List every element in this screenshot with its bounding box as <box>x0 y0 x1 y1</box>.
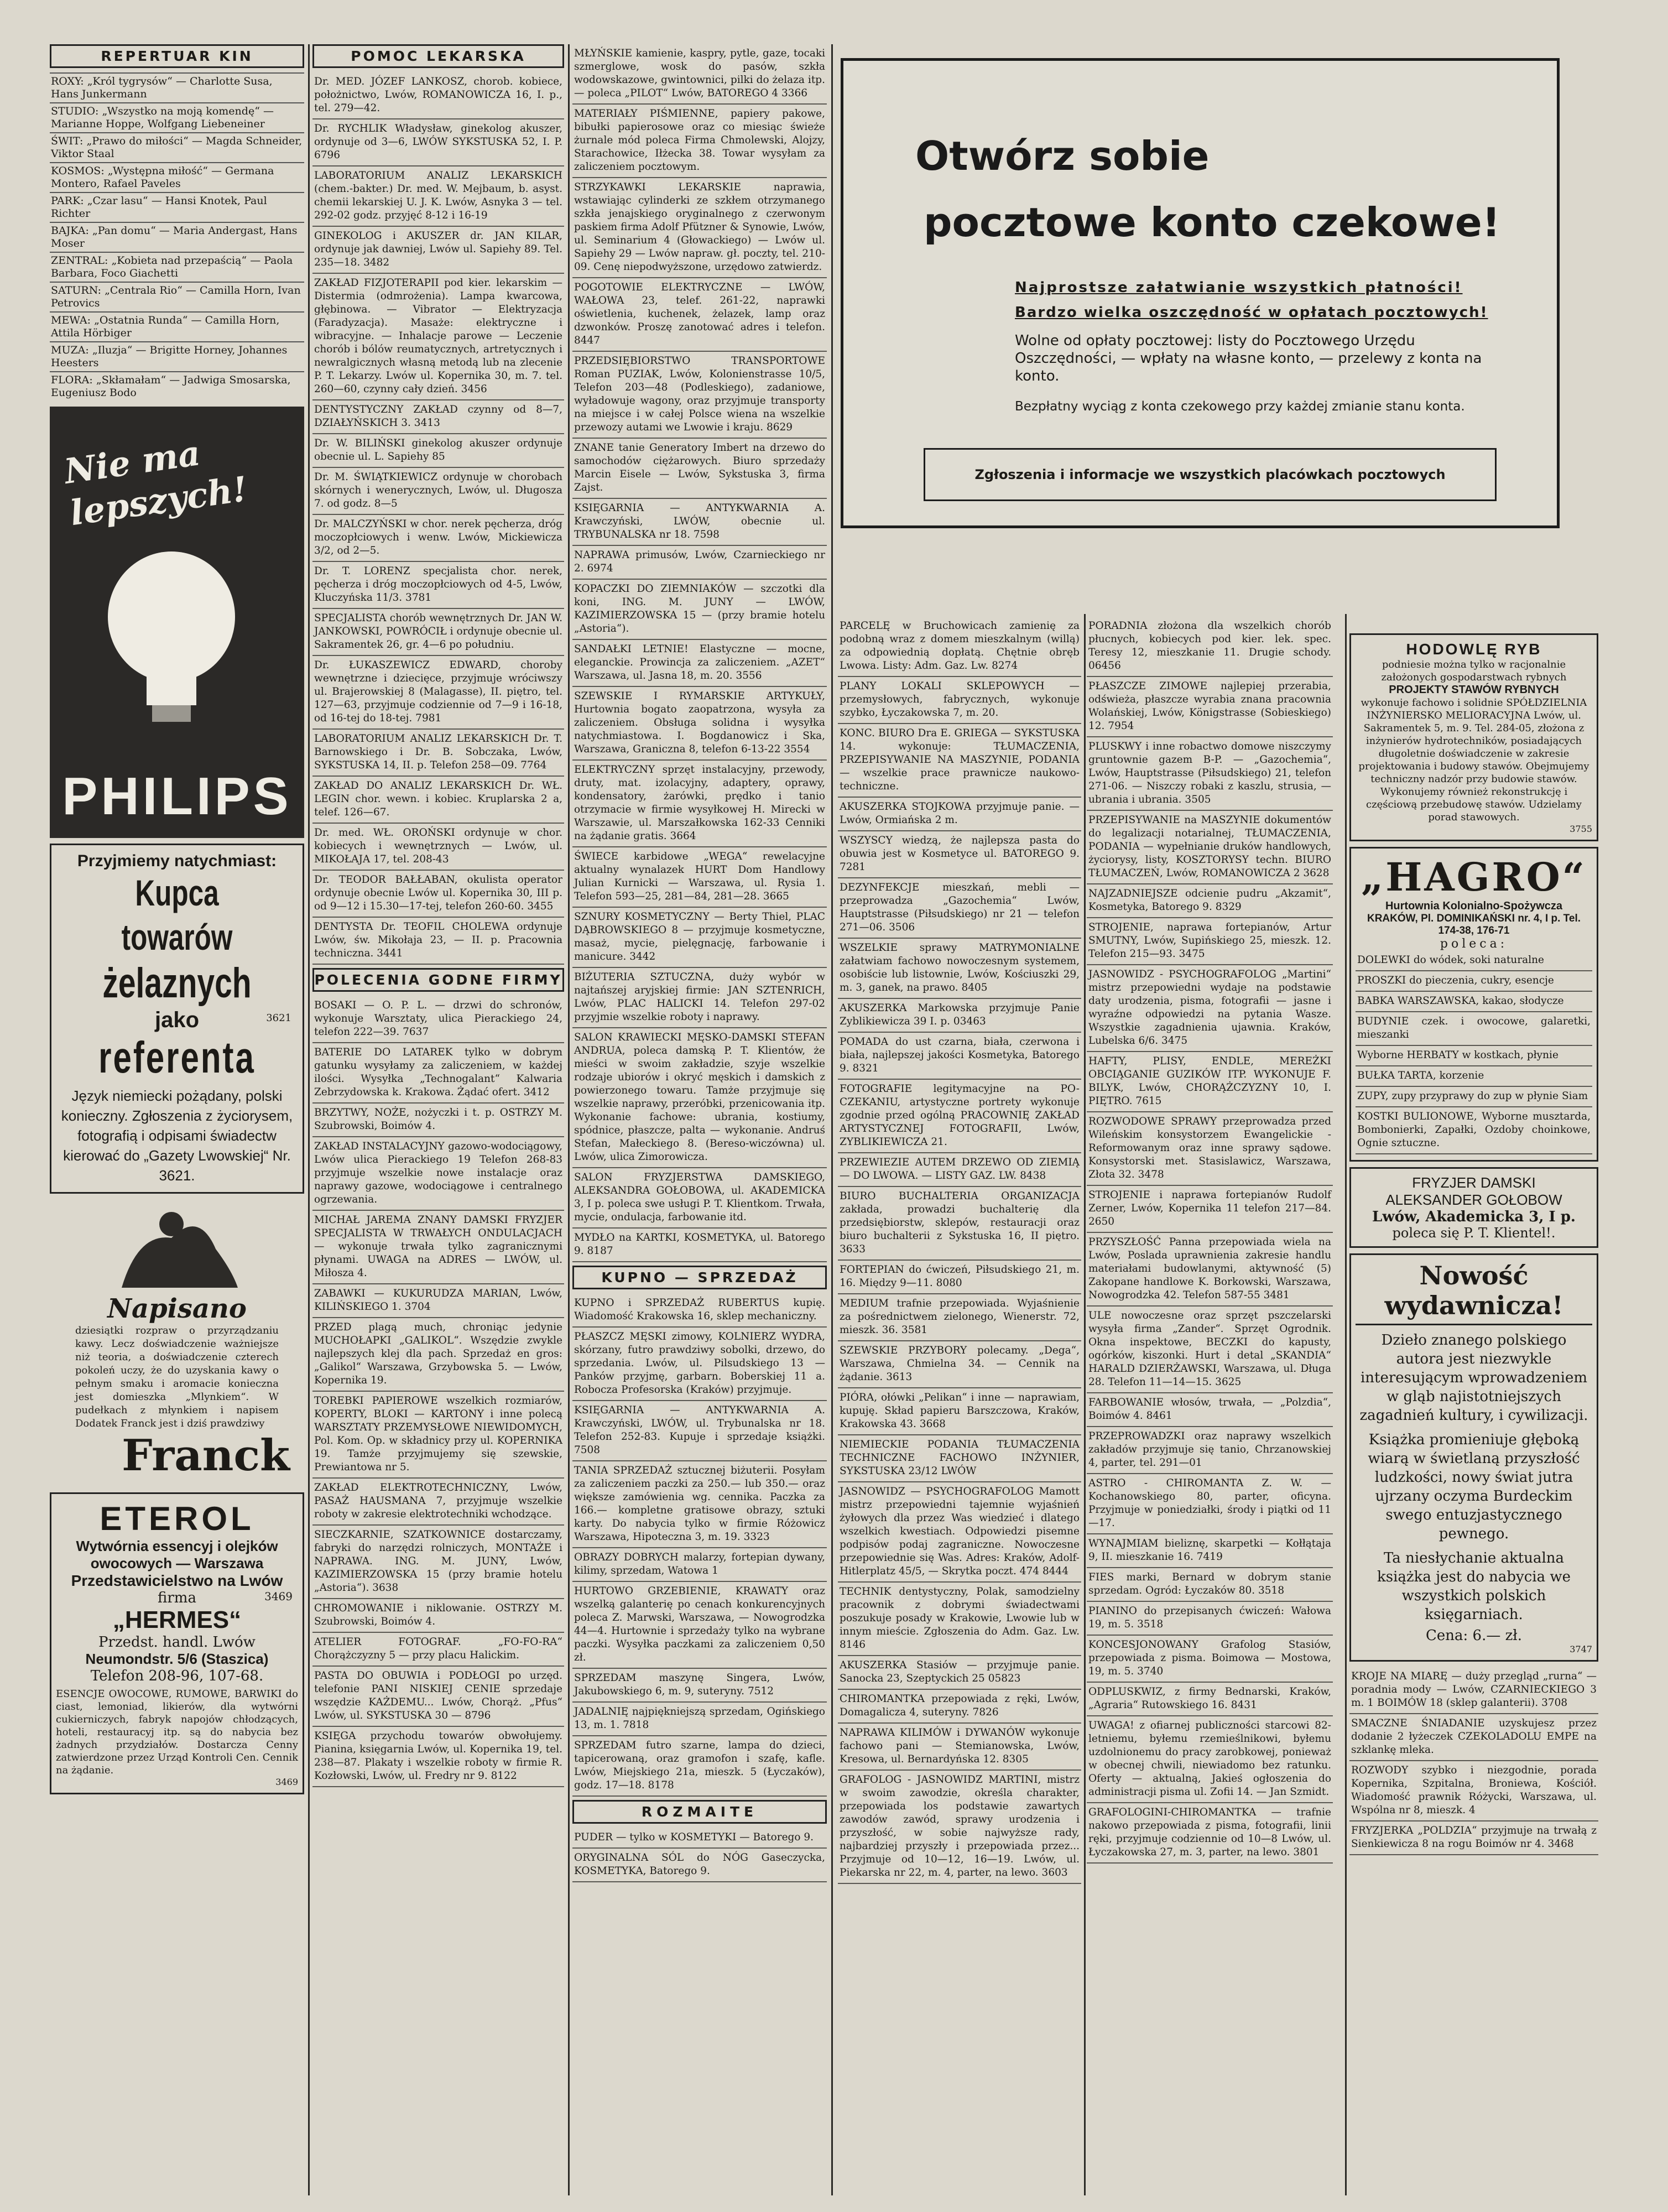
nowosc-price: Cena: 6.— zł. <box>1425 1627 1522 1644</box>
classified-ad: Dr. MALCZYŃSKI w chor. nerek pęcherza, dróg moczopłciowych i wenw. Lwów, Mickiewicza 3/2, od 2—5. <box>312 515 564 562</box>
c4-list <box>838 617 1081 1884</box>
classified-ad: NAPRAWA KILIMÓW i DYWANÓW wykonuje fachowo pani — Stemianowska, Lwów, Kresowa, ul. Bernardyńska 12. 8305 <box>838 1724 1081 1771</box>
hagro-sub: Hurtownia Kolonialno-Spożywcza <box>1385 900 1562 912</box>
classified-ad: SALON KRAWIECKI MĘSKO-DAMSKI STEFAN ANDRUA, poleca damską P. T. Klientów, że mieści w swoim zakładzie, szyje wszelkie rodzaje ubiorów i okryć męskich i damskich z powierzonego towaru. Tamże przyjmuje się wszelkie naprawy, przeróbki, przenicowania itp. Wykonanie fachowe: ubrania, kostiumy, spódnice, płaszcze, palta — wykonanie. Andruś Stefan, Małeckiego 8. (Bereso-wiczówna) ul. Lwów, ulica Zimorowicza. <box>572 1028 827 1168</box>
classified-ad: MEDIUM trafnie przepowiada. Wyjaśnienie za pośrednictwem zielonego, Wienerstr. 72, mieszk. 36. 3581 <box>838 1294 1081 1341</box>
classified-ad: SZEWSKIE I RYMARSKIE ARTYKUŁY, Hurtownia bogato zaopatrzona, wysyła za zaliczeniem. Obsługa solidna i wysyłka natychmiastowa. I. Bogdanowicz i Ska, Warszawa, Graniczna 8, telefon 6-13-22 3554 <box>572 687 827 761</box>
hagro-item: Wyborne HERBATY w kostkach, płynie <box>1356 1046 1592 1066</box>
classified-ad: FORTEPIAN do ćwiczeń, Piłsudskiego 21, m. 16. Między 9—11. 8080 <box>838 1261 1081 1294</box>
classified-ad: AKUSZERKA STOJKOWA przyjmuje panie. — Lwów, Ormiańska 2 m. <box>838 798 1081 831</box>
classified-ad: ZNANE tanie Generatory Imbert na drzewo do samochodów ciężarowych. Biuro sprzedaży Marcin Eisele — Lwów, Sykstuska 3, firma Zajst. <box>572 439 827 499</box>
pomoc-list <box>312 72 564 965</box>
hagro-brand: „HAGRO“ <box>1361 854 1587 900</box>
classified-ad: AKUSZERKA Markowska przyjmuje Panie Zyblikiewicza 39 I. p. 03463 <box>838 999 1081 1033</box>
classified-ad: PASTA DO OBUWIA i PODŁOGI po urzęd. telefonie PANI NISKIEJ CENIE sprzedaje wszędzie KAŻDEMU... Lwów, Chorąż. „Pfus“ Lwów, ul. SYKSTUSKA 30 — 8796 <box>312 1667 564 1727</box>
hagro-item: BABKA WARSZAWSKA, kakao, słodycze <box>1356 992 1592 1012</box>
classified-ad: LABORATORIUM ANALIZ LEKARSKICH (chem.-bakter.) Dr. med. W. Mejbaum, b. asyst. chemii lekarskiej U. J. K. Lwów, Asnyka 3 — tel. 292-02 godz. przyjęć 8-12 i 16-19 <box>312 166 564 227</box>
classified-ad: POMADA do ust czarna, biała, czerwona i biała, najlepszej jakości Kosmetyka, Batorego 9. 8321 <box>838 1033 1081 1080</box>
franck-title: Napisano <box>107 1293 247 1324</box>
classified-ad: PLANY LOKALI SKLEPOWYCH — przemysłowych, fabrycznych, wykonuje szybko, Łyczakowska 7, m. 20. <box>838 677 1081 724</box>
nowosc-number: 3747 <box>1570 1644 1592 1654</box>
classified-ad: JASNOWIDZ - PSYCHOGRAFOLOG „Martini“ mistrz przepowiedni wydaje na podstawie daty urodzenia, pisma, fotografii — jasne i wyraźne odpowiedzi na pytania Wasze. Wszystkie zagadnienia ujawnia. Kraków, Lubelska 6/6. 3475 <box>1087 965 1333 1052</box>
classified-ad: SPRZEDAM futro szarne, lampa do dzieci, tapicerowaną, oraz gramofon i szafę, kafle. Lwów, Miejskiego 21a, mieszk. 5 (Łyczaków), godz. 17—18. 8178 <box>572 1736 827 1797</box>
classified-ad: STROJENIE i naprawa fortepianów Rudolf Zerner, Lwów, Kopernika 11 telefon 217—84. 2650 <box>1087 1186 1333 1233</box>
classified-ad: Dr. MED. JÓZEF LANKOSZ, chorob. kobiece, położnictwo, Lwów, ROMANOWICZA 16, I. p., tel. 279—42. <box>312 72 564 119</box>
c6-bottom-list <box>1349 1667 1598 1855</box>
kupiec-line3: żelaznych <box>102 960 252 1007</box>
eterol-brand: ETEROL <box>100 1500 254 1537</box>
hagro-item: BUŁKA TARTA, korzenie <box>1356 1066 1592 1087</box>
classified-ad: SANDAŁKI LETNIE! Elastyczne — mocne, eleganckie. Prowincja za zaliczeniem. „AZET“ Warszawa, ul. Jasna 18, m. 20. 3556 <box>572 640 827 687</box>
banner-line-1: Najprostsze załatwianie wszystkich płatności! <box>1015 279 1463 296</box>
hodowle-title: HODOWLĘ RYB <box>1406 641 1542 658</box>
classified-ad: ZAKŁAD INSTALACYJNY gazowo-wodociągowy, Lwów ulica Pierackiego 19 Telefon 268-83 przyjmuje wszelkie nowe instalacje oraz naprawy gazowe, wodociągowe i centralnego ogrzewania. <box>312 1137 564 1211</box>
eterol-l3: firma <box>158 1590 196 1606</box>
c3-list <box>572 44 827 1262</box>
film-listing: ZENTRAL: „Kobieta nad przepaścią“ — Paola Barbara, Foco Giachetti <box>50 252 304 282</box>
classified-ad: Dr. med. WŁ. OROŃSKI ordynuje w chor. kobiecych i wewnętrznych — Lwów, ul. MIKOŁAJA 17, tel. 208-43 <box>312 824 564 871</box>
classified-ad: CHIROMANTKA przepowiada z ręki, Lwów, Domagalicza 4, suteryny. 7826 <box>838 1690 1081 1724</box>
film-listing: MUZA: „Iluzja“ — Brigitte Horney, Johannes Heesters <box>50 341 304 371</box>
classified-ad: JADALNIĘ najpiękniejszą sprzedam, Ogińskiego 13, m. 1. 7818 <box>572 1703 827 1736</box>
classified-ad: DENTYSTA Dr. TEOFIL CHOLEWA ordynuje Lwów, św. Mikołaja 23, — II. p. Pracownia techniczna. 3441 <box>312 918 564 965</box>
classified-ad: AKUSZERKA Stasiów — przyjmuje panie. Sanocka 23, Szeptyckich 25 05823 <box>838 1656 1081 1690</box>
classified-ad: TECHNIK dentystyczny, Polak, samodzielny pracownik z dobrymi świadectwami poszukuje posady w Krakowie, Lwowie lub w innym mieście. Zgłoszenia do Adm. Gaz. Lw. 8146 <box>838 1583 1081 1656</box>
hagro-item: PROSZKI do pieczenia, cukry, esencje <box>1356 971 1592 992</box>
nowosc-body: Dzieło znanego polskiego autora jest niezwykle interesującym wprowadzeniem w gląb najistotniejszych zagadnień kultury, i cywilizacji. <box>1359 1332 1588 1424</box>
classified-ad: PRZEPROWADZKI oraz naprawy wszelkich zakładów przyjmuje się tanio, Chrzanowskiej 4, parter, tel. 291—01 <box>1087 1427 1333 1474</box>
classified-ad: WSZYSCY wiedzą, że najlepsza pasta do obuwia jest w Kosmetyce ul. BATOREGO 9. 7281 <box>838 831 1081 878</box>
banner-title-1: Otwórz sobie <box>915 133 1210 179</box>
classified-ad: PIANINO do przepisanych ćwiczeń: Wałowa 19, m. 5. 3518 <box>1087 1602 1333 1636</box>
classified-ad: PRZEDSIĘBIORSTWO TRANSPORTOWE Roman PUZIAK, Lwów, Kolonienstrasse 10/5, Telefon 203—48 (Podleskiego), zadaniowe, wyładowuje wagony, oraz przyjmuje transporty na miejsce i w całej Polsce wiena na wszelkie przewozy autami we Lwowie i kraju. 8629 <box>572 352 827 439</box>
fryzjer-l4: poleca się P. T. Klientel!. <box>1392 1225 1556 1241</box>
kupno-title: KUPNO — SPRZEDAŻ <box>572 1266 827 1289</box>
classified-ad: ZAKŁAD ELEKTROTECHNICZNY, Lwów, PASAŻ HAUSMANA 7, przyjmuje wszelkie roboty w zakresie elektrotechniki wchodzące. <box>312 1479 564 1526</box>
classified-ad: ODPLUSKWIZ, z firmy Bednarski, Kraków, „Agraria“ Rutowskiego 16. 8431 <box>1087 1683 1333 1716</box>
kupiec-line5: referenta <box>98 1033 256 1082</box>
eterol-l8: ESENCJE OWOCOWE, RUMOWE, BARWIKI do ciast, lemoniad, likierów, dla wytwórni cukierniczych, fabryk napojów chłodzących, hoteli, restauracyj itp. są do nabycia bez żadnych przydziałów. Dostarcza Cenny zatwierdzone przez Urząd Kontroli Cen. Cennik na żądanie. <box>56 1688 298 1776</box>
eterol-ad <box>50 1492 304 1794</box>
hagro-item: BUDYNIE czek. i owocowe, galaretki, mieszanki <box>1356 1012 1592 1046</box>
classified-ad: HAFTY, PLISY, ENDLE, MEREŻKI OBCIĄGANIE GUZIKÓW ITP. WYKONUJE F. BILYK, Lwów, CHORĄŻCZYZNY 10, I. PIĘTRO. 7615 <box>1087 1052 1333 1112</box>
classified-ad: BOSAKI — O. P. L. — drzwi do schronów, wykonuje Warsztaty, ulica Pierackiego 24, telefon 222—39. 7637 <box>312 996 564 1043</box>
classified-ad: MICHAŁ JAREMA ZNANY DAMSKI FRYZJER SPECJALISTA W TRWAŁYCH ONDULACJACH — wykonuje trwała tylko zagranicznymi płynami. UWAGA na ADRES — LWÓW, ul. Miłosza 4. <box>312 1211 564 1284</box>
classified-ad: DEZYNFEKCJE mieszkań, mebli — przeprowadza „Gazochemia“ Lwów, Hauptstrasse (Piłsudskiego) nr 21 — telefon 271—06. 3506 <box>838 878 1081 939</box>
eterol-l7: Telefon 208-96, 107-68. <box>90 1668 264 1684</box>
banner-title-2: pocztowe konto czekowe! <box>924 199 1500 246</box>
hagro-poleca: poleca: <box>1440 937 1508 951</box>
classified-ad: STROJENIE, naprawa fortepianów, Artur SMUTNY, Lwów, Supińskiego 25, mieszk. 12. Telefon 215—93. 3475 <box>1087 918 1333 965</box>
classified-ad: ASTRO - CHIROMANTA Z. W. — Kochanowskiego 80, parter, oficyna. Przyjmuje w poniedziałki, środy i piątki od 11—17. <box>1087 1474 1333 1534</box>
eterol-l5: Przedst. handl. Lwów <box>98 1634 256 1651</box>
classified-ad: KONC. BIURO Dra E. GRIEGA — SYKSTUSKA 14. wykonuje: TŁUMACZENIA, PRZEPISYWANIE NA MASZYNIE, PODANIA — wszelkie prace prawnicze naukowo-techniczne. <box>838 724 1081 798</box>
kupiec-line2: Kupca towarów <box>121 872 233 957</box>
classified-ad: JASNOWIDZ — PSYCHOGRAFOLOG Mamott mistrz przepowiedni tajemnie wyjaśnień żyłowych dla przez Was wiedzieć i dlatego wszelkich kwestiach. Odpowiedzi pisemne podpisów podaj zagraniczne. Nowoczesne przepowiednie się Was. Adres: Kraków, Adolf-Hitlerplatz 45/5, — Skrytka poczt. 474 8444 <box>838 1482 1081 1583</box>
rule-4 <box>1084 614 1086 2195</box>
hodowle-number: 3755 <box>1570 824 1592 834</box>
classified-ad: FIES marki, Bernard w dobrym stanie sprzedam. Ogród: Łyczaków 80. 3518 <box>1087 1568 1333 1602</box>
nowosc-title: Nowość wydawnicza! <box>1356 1261 1592 1325</box>
rozmaite-title: ROZMAITE <box>572 1800 827 1824</box>
hodowle-body: podniesie można tylko w racjonalnie założonych gospodarstwach rybnych <box>1381 659 1567 683</box>
film-listing: MEWA: „Ostatnia Runda“ — Camilla Horn, Attila Hörbiger <box>50 311 304 341</box>
classified-ad: BIURO BUCHALTERIA ORGANIZACJA zakłada, prowadzi buchalterię dla przedsiębiorstw, sklepów, restauracji oraz biuro buchalterii z Sykstuska 16, II piętro. 3633 <box>838 1187 1081 1261</box>
classified-ad: PUDER — tylko w KOSMETYKI — Batorego 9. <box>572 1828 827 1849</box>
classified-ad: SPRZEDAM maszynę Singera, Lwów, Jakubowskiego 6, m. 9, suteryny. 7512 <box>572 1669 827 1703</box>
kupiec-line4: jako <box>154 1008 200 1032</box>
film-listing: KOSMOS: „Występna miłość“ — Germana Montero, Rafael Paveles <box>50 162 304 192</box>
classified-ad: BRZYTWY, NOŻE, nożyczki i t. p. OSTRZY M. Szubrowski, Boimów 4. <box>312 1104 564 1137</box>
classified-ad: PARCELĘ w Bruchowicach zamienię za podobną wraz z domem mieszkalnym (willą) za odpowiednią dopłatą. Chętnie obręb Lwowa. Listy: Adm. Gaz. Lw. 8274 <box>838 617 1081 677</box>
eterol-number: 3469 <box>264 1590 293 1603</box>
classified-ad: SZNURY KOSMETYCZNY — Berty Thiel, PLAC DĄBROWSKIEGO 8 — przyjmuje kosmetyczne, masaż, mycie, pielęgnację, farbowanie i manicure. 3442 <box>572 908 827 968</box>
classified-ad: FRYZJERKA „POLDZIA“ przyjmuje na trwałą z Sienkiewicza 8 na rogu Boimów nr 4. 3468 <box>1349 1821 1598 1855</box>
hagro-item: ZUPY, zupy przyprawy do zup w płynie Siam <box>1356 1087 1592 1107</box>
banner-line-4: Bezpłatny wyciąg z konta czekowego przy każdej zmianie stanu konta. <box>1015 399 1465 414</box>
hagro-item: KOSTKI BULIONOWE, Wyborne musztarda, Bombonierki, Zapałki, Ozdoby choinkowe, Ognie sztuczne. <box>1356 1107 1592 1154</box>
column-6 <box>1349 633 1598 2190</box>
coffee-drinker-illustration <box>105 1199 249 1293</box>
classified-ad: ZABAWKI — KUKURUDZA MARIAN, Lwów, KILIŃSKIEGO 1. 3704 <box>312 1284 564 1318</box>
classified-ad: WYNAJMIAM bieliznę, skarpetki — Kołłątaja 9, II. mieszkanie 16. 7419 <box>1087 1534 1333 1568</box>
classified-ad: CHROMOWANIE i niklowanie. OSTRZY M. Szubrowski, Boimów 4. <box>312 1599 564 1633</box>
classified-ad: ORYGINALNA SÓL do NÓG Gaseczycka, KOSMETYKA, Batorego 9. <box>572 1849 827 1882</box>
eterol-l2: Przedstawicielstwo na Lwów <box>71 1572 283 1589</box>
classified-ad: GRAFOLOGINI-CHIROMANTKA — trafnie nakowo przepowiada z pisma, fotografii, linii ręki, przyjmuje codziennie od 10—8 Lwów, ul. Łyczakowska 27, m. 3, parter, na lewo. 3801 <box>1087 1803 1333 1864</box>
classified-ad: LABORATORIUM ANALIZ LEKARSKICH Dr. T. Barnowskiego i Dr. B. Sobczaka, Lwów, SYKSTUSKA 14, II. p. Telefon 258—09. 7764 <box>312 730 564 777</box>
hagro-item: DOLEWKI do wódek, soki naturalne <box>1356 951 1592 971</box>
classified-ad: ULE nowoczesne oraz sprzęt pszczelarski wysyła firma „Zander“. Sprzęt Ogrodnik. Okna inspektowe, BECZKI do kapusty, ogórków, kiszonki. Hurt i detal „SKANDIA“ HARALD DZIERŻAWSKI, Warszawa, ul. Długa 28. Telefon 11—14—15. 3625 <box>1087 1307 1333 1393</box>
classified-ad: GINEKOLOG i AKUSZER dr. JAN KILAR, ordynuje jak dawniej, Lwów ul. Sapiehy 89. Tel. 235—18. 3482 <box>312 227 564 274</box>
classified-ad: NAJZADNIEJSZE odcienie pudru „Akzamit“, Kosmetyka, Batorego 9. 8329 <box>1087 884 1333 918</box>
polecenia-title: POLECENIA GODNE FIRMY <box>312 968 564 992</box>
classified-ad: PORADNIA złożona dla wszelkich chorób płucnych, kobiecych pod kier. lek. spec. Teresy 12, mieszkanie 11. Drugie schody. 06456 <box>1087 617 1333 677</box>
classified-ad: PŁASZCZE ZIMOWE najlepiej przerabia, odświeża, płaszcze wyrabia znana pracownia Wolańskiej, Lwów, Königstrasse (Sobieskiego) 12. 7954 <box>1087 677 1333 737</box>
classified-ad: KSIĘGARNIA — ANTYKWARNIA A. Krawczyński, LWÓW, ul. Trybunalska nr 18. Telefon 252-83. Kupuje i sprzedaje książki. 7508 <box>572 1401 827 1461</box>
classified-ad: NIEMIECKIE PODANIA TŁUMACZENIA TECHNICZNE FACHOWO INŻYNIER, SYKSTUSKA 23/12 LWÓW <box>838 1435 1081 1482</box>
repertuar-title: REPERTUAR KIN <box>50 44 304 68</box>
banner-footer: Zgłoszenia i informacje we wszystkich placówkach pocztowych <box>924 448 1497 501</box>
kupiec-line1: Przyjmiemy natychmiast: <box>77 852 277 870</box>
column-5 <box>1087 617 1333 2190</box>
nowosc-body3: Ta niesłychanie aktualna książka jest do nabycia we wszystkich polskich księgarniach. <box>1377 1550 1571 1623</box>
column-2 <box>312 44 564 2190</box>
banner-line-3: Wolne od opłaty pocztowej: listy do Pocztowego Urzędu Oszczędności, — wpłaty na własne konto, — przelewy z konta na konto. <box>1015 332 1482 384</box>
classified-ad: ELEKTRYCZNY sprzęt instalacyjny, przewody, druty, mat. izolacyjny, adaptery, oprawy, kondensatory, żarówki, prędko i tanio otrzymacie w firmie wysyłkowej H. Mirecki w Warszawie, ul. Marszałkowska 162-33 Cenniki na żądanie gratis. 3664 <box>572 761 827 847</box>
kupiec-number: 3621 <box>266 1012 291 1024</box>
classified-ad: HURTOWO GRZEBIENIE, KRAWATY oraz wszelką galanterię po cenach konkurencyjnych poleca Z. Marwski, Warszawa, — Nowogrodzka 44—4. Hurtownie i sprzedaży tylko na wybrane paczki. Wysyłka paczkami za zaliczeniem 0,50 zł. <box>572 1582 827 1669</box>
hagro-addr: KRAKÓW, Pl. DOMINIKAŃSKI nr. 4, I p. Tel. 174-38, 176-71 <box>1367 913 1581 936</box>
eterol-l6: Neumondstr. 5/6 (Staszica) <box>85 1651 269 1667</box>
classified-ad: KOPACZKI DO ZIEMNIAKÓW — szczotki dla koni, ING. M. JUNY — LWÓW, KAZIMIERZOWSKA 15 — (przy bramie hotelu „Astoria“). <box>572 580 827 640</box>
classified-ad: OBRAZY DOBRYCH malarzy, fortepian dywany, kilimy, sprzedam, Watowa 1 <box>572 1548 827 1582</box>
classified-ad: KROJE NA MIARĘ — duży przegląd „rurna“ — poradnia mody — Lwów, CZARNIECKIEGO 3 m. 1 BOIMÓW 18 (sklep galanterii). 3708 <box>1349 1667 1598 1714</box>
classified-ad: BATERIE DO LATAREK tylko w dobrym gatunku wysyłamy za zaliczeniem, w każdej ilości. Wysyłka „Technogalant“ Kalwaria Zebrzydowska k. Krakowa. Żądać ofert. 3412 <box>312 1043 564 1104</box>
classified-ad: NAPRAWA primusów, Lwów, Czarnieckiego nr 2. 6974 <box>572 546 827 580</box>
fryzjer-l2: ALEKSANDER GOŁOBOW <box>1385 1191 1562 1208</box>
classified-ad: PRZEPISYWANIE na MASZYNIE dokumentów do legalizacji notarialnej, TŁUMACZENIA, PODANIA — wypełnianie druków handlowych, życiorysy, listy, KOSZTORYSY techn. BIURO TŁUMACZEŃ, Lwów, ROMANOWICZA 2 3628 <box>1087 811 1333 884</box>
postal-account-ad <box>841 58 1560 528</box>
classified-ad: TANIA SPRZEDAŻ sztucznej biżuterii. Posyłam za zaliczeniem paczki za 250.— lub 350.— oraz większe zamówienia wg. cennika. Paczka za 166.— kompletne gratisowe obrazy, sztuki karty. Do nabycia tylko w firmie Różowicz Warszawa, Hipoteczna 3, m. 19. 3323 <box>572 1461 827 1548</box>
classified-ad: PRZYSZŁOŚĆ Panna przepowiada wiela na Lwów, Poslada uprawnienia zakresie handlu materiałami budowlanymi, aktywność (5) Zakopane handlowe K. Borkowski, Warszawa, Nowogrodzka 42. Telefon 587-55 3481 <box>1087 1233 1333 1307</box>
banner-line-2: Bardzo wielka oszczędność w opłatach pocztowych! <box>1015 304 1488 321</box>
classified-ad: ŚWIECE karbidowe „WEGA“ rewelacyjne aktualny wynalazek HURT Dom Handlowy Julian Kurnicki — Warszawa, ul. Rysia 1. Telefon 593—25, 281—84, 281—28. 3665 <box>572 847 827 908</box>
classified-ad: FARBOWANIE włosów, trwała, — „Polzdia“, Boimów 4. 8461 <box>1087 1393 1333 1427</box>
classified-ad: SZEWSKIE PRZYBORY polecamy. „Dega“, Warszawa, Chmielna 34. — Cennik na żądanie. 3613 <box>838 1341 1081 1388</box>
classified-ad: PIÓRA, ołówki „Pelikan“ i inne — naprawiam, kupuję. Skład papieru Barszczowa, Kraków, Krakowska 43. 3668 <box>838 1388 1081 1435</box>
film-listing: ROXY: „Król tygrysów“ — Charlotte Susa, Hans Junkermann <box>50 72 304 102</box>
classified-ad: KUPNO i SPRZEDAŻ RUBERTUS kupię. Wiadomość Krakowska 16, sklep mechaniczny. <box>572 1294 827 1328</box>
rule-5 <box>1345 614 1347 2195</box>
classified-ad: DENTYSTYCZNY ZAKŁAD czynny od 8—7, DZIAŁYŃSKICH 3. 3413 <box>312 400 564 434</box>
classified-ad: TOREBKI PAPIEROWE wszelkich rozmiarów, KOPERTY, BLOKI — KARTONY i inne polecą WARSZTATY PRZEMYSŁOWE NIEWIDOMYCH, Pol. Kom. Op. w składnicy przy ul. KOPERNIKA 19. Tamże przyjmujemy się szewskie, Prewiantowa nr 5. <box>312 1392 564 1479</box>
fryzjer-ad <box>1349 1167 1598 1248</box>
classified-ad: MATERIAŁY PIŚMIENNE, papiery pakowe, bibułki papierosowe oraz co miesiąc świeże żurnale mód poleca Firma Chmolewski, Alojzy, Starachowice, Iłżecka 38. Towar wysyłam za zaliczeniem pocztowym. <box>572 105 827 178</box>
classified-ad: STRZYKAWKI LEKARSKIE naprawia, wstawiając cylinderki ze szkłem otrzymanego szkła jenajskiego oryginalnego z czerwonym paskiem firma Adolf Pfützner & Synowie, Lwów, ul. Seminarium 4 (Głowackiego) — Lwów ul. Sapiehy 29 — Lwów napraw. gł. poczty, tel. 210-09. Cenę niepodwyższone, urzędowo zatwierdz. <box>572 178 827 278</box>
polecenia-list <box>312 996 564 1787</box>
light-bulb-icon <box>88 545 254 727</box>
film-listing: SATURN: „Centrala Rio“ — Camilla Horn, Ivan Petrovics <box>50 282 304 311</box>
classified-ad: Dr. W. BILIŃSKI ginekolog akuszer ordynuje obecnie ul. L. Sapiehy 85 <box>312 434 564 468</box>
classified-ad: Dr. T. LORENZ specjalista chor. nerek, pęcherza i dróg moczopłciowych od 4-5, Lwów, Kluczyńska 11/3. 3781 <box>312 562 564 609</box>
pomoc-title: POMOC LEKARSKA <box>312 44 564 68</box>
philips-brand: PHILIPS <box>62 767 292 826</box>
classified-ad: ATELIER FOTOGRAF. „FO-FO-RA“ Chorążczyzny 5 — przy placu Halickim. <box>312 1633 564 1667</box>
classified-ad: GRAFOLOG - JASNOWIDZ MARTINI, mistrz w swoim zawodzie, określa charakter, przepowiada los podstawie zawartych zawodów zawód, sprawy urodzenia i przyszłość, w sobie najwyższe rady, najbardziej przyszły i przepowiada przez... Przyjmuje od 10—12, 16—19. Lwów, ul. Piekarska nr 22, m. 4, parter, na lewo. 3603 <box>838 1771 1081 1884</box>
nowosc-body2: Książka promieniuje głęboką wiarą w świetlaną przyszłość ludzkości, nowy świat jutra ujrzany oczyma Burdeckim swego entuzjastycznego pewnego. <box>1368 1432 1580 1542</box>
classified-ad: MŁYŃSKIE kamienie, kaspry, pytle, gaze, tocaki szmerglowe, wosk do pasów, szkła wodowskazowe, gwintownici, pilki do żelaza itp. — poleca „PILOT“ Lwów, BATOREGO 4 3366 <box>572 44 827 105</box>
kupiec-body: Język niemiecki pożądany, polski konieczny. Zgłoszenia z życiorysem, fotografią i odpisami świadectw kierować do „Gazety Lwowskiej“ Nr. 3621. <box>61 1087 293 1184</box>
column-1 <box>50 44 304 2190</box>
film-listing: STUDIO: „Wszystko na moją komendę“ — Marianne Hoppe, Wolfgang Liebeneiner <box>50 102 304 132</box>
nowosc-ad <box>1349 1253 1598 1662</box>
c5-list <box>1087 617 1333 1864</box>
classified-ad: SALON FRYZJERSTWA DAMSKIEGO, ALEKSANDRA GOŁOBOWA, ul. AKADEMICKA 3, I p. poleca swe usługi P. T. Klientkom. Trwała, mycie, ondulacja, farbowanie itd. <box>572 1168 827 1229</box>
franck-brand: Franck <box>122 1430 290 1481</box>
eterol-l1: Wytwórnia essencyj i olejków owocowych — Warszawa <box>76 1538 278 1571</box>
rozmaite-list <box>572 1828 827 1882</box>
classified-ad: Dr. TEODOR BAŁŁABAN, okulista operator ordynuje obecnie Lwów ul. Kopernika 30, III p. od 9—12 i 15.30—17-tej, telefon 260-60. 3455 <box>312 871 564 918</box>
classified-ad: KSIĘGA przychodu towarów obwołujemy. Pianina, księgarnia Lwów, ul. Kopernika 19, tel. 238—87. Plakaty i wszelkie roboty w firmie R. Kozłowski, Lwów, ul. Fredry nr 9. 8122 <box>312 1727 564 1787</box>
eterol-number2: 3469 <box>275 1777 298 1787</box>
classified-ad: ROZWODY szybko i niezgodnie, porada Kopernika, Szpitalna, Broniewa, Kościół. Wiadomość prawnik Różycki, Warszawa, ul. Wspólna nr 8, mieszk. 4 <box>1349 1761 1598 1821</box>
franck-ad <box>50 1199 304 1487</box>
film-listing: BAJKA: „Pan domu“ — Maria Andergast, Hans Moser <box>50 222 304 252</box>
fryzjer-l3: Lwów, Akademicka 3, I p. <box>1372 1209 1576 1225</box>
classified-ad: ROZWODOWE SPRAWY przeprowadza przed Wileńskim konsystorzem Ewangelickie - Reformowanym oraz inne sprawy sądowe. Konsystorski met. Stasislawicz, Warszawa, Złota 32. 3478 <box>1087 1112 1333 1186</box>
classified-ad: PŁASZCZ MĘSKI zimowy, KOLNIERZ WYDRA, skórzany, futro prawdziwy sobolki, drzewo, do sprzedania. Lwów, ul. Pilsudskiego 13 — Panków przyjmę, garbarn. Boberskiej 11 a. Robocza Profesorska (Kraków) przyjmuje. <box>572 1328 827 1401</box>
classified-ad: POGOTOWIE ELEKTRYCZNE — LWÓW, WAŁOWA 23, telef. 261-22, naprawki oświetlenia, kuchenek, żelazek, lamp oraz dzwonków. Proszę zanotować adres i telefon. 8447 <box>572 278 827 352</box>
classified-ad: FOTOGRAFIE legitymacyjne na PO-CZEKANIU, artystyczne portrety wykonuje zgodnie przed ogólną PRACOWNIĘ ZAKŁAD ARTYSTYCZNEJ FOTOGRAFII, Lwów, ZYBLIKIEWICZA 21. <box>838 1080 1081 1153</box>
philips-ad <box>50 407 304 838</box>
hodowle-ad <box>1349 633 1598 841</box>
classified-ad: ZAKŁAD FIZJOTERAPII pod kier. lekarskim — Distermia (odmrożenia). Lampa kwarcowa, głębinowa. — Vibrator — Elektryzacja (Faradyzacja). Masaże: elektryczne i wibracyjne. — Inhalacje parowe — Leczenie chorób i bólów reumatycznych, artretycznych i newralgicznych własną metodą lub na zlecenie P. T. Lekarzy. Lwów ul. Kopernika 30, m. 7. tel. 260—60, czynny cały dzień. 3456 <box>312 274 564 400</box>
kupno-list <box>572 1294 827 1797</box>
column-3 <box>572 44 827 2190</box>
repertuar-list <box>50 72 304 401</box>
hagro-ad <box>1349 847 1598 1162</box>
classified-ad: SPECJALISTA chorób wewnętrznych Dr. JAN W. JANKOWSKI, POWRÓCIŁ i ordynuje obecnie ul. Sakramentek 26, gr. 4—6 po południu. <box>312 609 564 656</box>
classified-ad: Dr. ŁUKASZEWICZ EDWARD, choroby wewnętrzne i dziecięce, przyjmuje wróciwszy ul. Brajerowskiej 8 (Malagasse), II. piętro, tel. 127—63, przyjmuje codziennie od 7—9 i 16-18, od 16-tej do 18-tej. 7981 <box>312 656 564 730</box>
classified-ad: MYDŁO na KARTKI, KOSMETYKA, ul. Batorego 9. 8187 <box>572 1229 827 1262</box>
rule-3 <box>831 44 833 2195</box>
film-listing: PARK: „Czar lasu“ — Hansi Knotek, Paul Richter <box>50 192 304 222</box>
classified-ad: Dr. M. ŚWIĄTKIEWICZ ordynuje w chorobach skórnych i wenerycznych, Lwów, ul. Długosza 7. od godz. 8—5 <box>312 468 564 515</box>
classified-ad: UWAGA! z ofiarnej publiczności starcowi 82-letniemu, byłemu rzemieślnikowi, byłemu uzdolnionemu do pracy zarobkowej, ponieważ w obecnej chwili, niewiadomo bez ratunku. Oferty — aktualną, Jakieś ogłoszenia do administracji pisma ul. Zofii 14. — Jan Szmidt. <box>1087 1716 1333 1803</box>
classified-ad: SIECZKARNIE, SZATKOWNICE dostarczamy, fabryki do narzędzi rolniczych, MONTAŻE i NAPRAWA. ING. M. JUNY, Lwów, KAZIMIERZOWSKA 15 (przy bramie hotelu „Astoria“). 3638 <box>312 1526 564 1599</box>
classified-ad: BIŻUTERIA SZTUCZNA, duży wybór w najtańszej aryjskiej firmie: JAN SZTENRICH, Lwów, PLAC HALICKI 14. Telefon 297-02 przyjmie wszelkie roboty i naprawy. <box>572 968 827 1028</box>
rule-1 <box>308 44 310 2195</box>
classified-ad: PRZED plagą much, chroniąc jedynie MUCHOŁAPKI „GALIKOL“. Wszędzie zwykle najlepszych klej dla pach. Sprzedaż en gros: „Galikol“ Warszawa, Grzybowska 5. — Lwów, Kopernika 19. <box>312 1318 564 1392</box>
film-listing: FLORA: „Skłamałam“ — Jadwiga Smosarska, Eugeniusz Bodo <box>50 371 304 401</box>
classified-ad: KSIĘGARNIA — ANTYKWARNIA A. Krawczyński, LWÓW, obecnie ul. TRYBUNALSKA nr 18. 7598 <box>572 499 827 546</box>
classified-ad: KONCESJONOWANY Grafolog Stasiów, przepowiada z pisma. Boimowa — Mostowa, 19, m. 5. 3740 <box>1087 1636 1333 1683</box>
rule-2 <box>568 44 570 2195</box>
classified-ad: PRZEWIEZIE AUTEM DRZEWO OD ZIEMIĄ — DO LWOWA. — LISTY GAZ. LW. 8438 <box>838 1153 1081 1187</box>
fryzjer-l1: FRYZJER DAMSKI <box>1412 1174 1536 1191</box>
hodowle-h2: PROJEKTY STAWÓW RYBNYCH <box>1389 684 1559 696</box>
classified-ad: PLUSKWY i inne robactwo domowe niszczymy gruntownie gazem B-P. — „Gazochemia“, Lwów, Hauptstrasse (Piłsudskiego) 21, telefon 271-06. — Niszczy robaki z kaszlu, strusia, — ubrania i ubrania. 3505 <box>1087 737 1333 811</box>
film-listing: ŚWIT: „Prawo do miłości“ — Magda Schneider, Viktor Staal <box>50 132 304 162</box>
kupiec-ad <box>50 844 304 1194</box>
classified-ad: SMACZNE ŚNIADANIE uzyskujesz przez dodanie 2 łyżeczek CZEKOLADOLU EMPE na szklankę mleka. <box>1349 1714 1598 1761</box>
franck-body: dziesiątki rozpraw o przyrządzaniu kawy. Lecz doświadczenie ważniejsze niż teoria, a doświadczenie czterech pokoleń uczy, że do uzyskania kawy o pełnym smaku i aromacie konieczna jest domieszka „Mlynkiem“. W pudełkach z młynkiem i napisem Dodatek Franck jest i dziś prawdziwy <box>75 1325 279 1429</box>
column-4 <box>838 617 1081 2190</box>
hagro-list <box>1356 951 1592 1154</box>
philips-slogan: Nie ma lepszych! <box>61 433 250 534</box>
classified-ad: WSZELKIE sprawy MATRYMONIALNE załatwiam fachowo nowoczesnym systemem, osobiście lub listownie, Lwów, Kościuszki 29, m. 3, ganek, na prawo. 8405 <box>838 939 1081 999</box>
classified-ad: Dr. RYCHLIK Władysław, ginekolog akuszer, ordynuje od 3—6, LWÓW SYKSTUSKA 52, I. P. 6796 <box>312 119 564 166</box>
hodowle-body2: wykonuje fachowo i solidnie SPÓŁDZIELNIA INŻYNIERSKO MELIORACYJNA Lwów, ul. Sakramentek 5, m. 9. Tel. 284-05, złożona z inżynierów hydrotechników, posiadających długoletnie doświadczenie w zakresie projektowania i budowy stawów. Obejmujemy techniczny nadzór przy budowie stawów. Wykonujemy również rekonstrukcję i częściową przebudowę stawów. Udzielamy porad stawowych. <box>1358 697 1589 823</box>
eterol-l4: „HERMES“ <box>112 1606 242 1633</box>
classified-ad: ZAKŁAD DO ANALIZ LEKARSKICH Dr. WŁ. LEGIN chor. wewn. i kobiec. Kruplarska 2 a, telef. 126—67. <box>312 777 564 824</box>
